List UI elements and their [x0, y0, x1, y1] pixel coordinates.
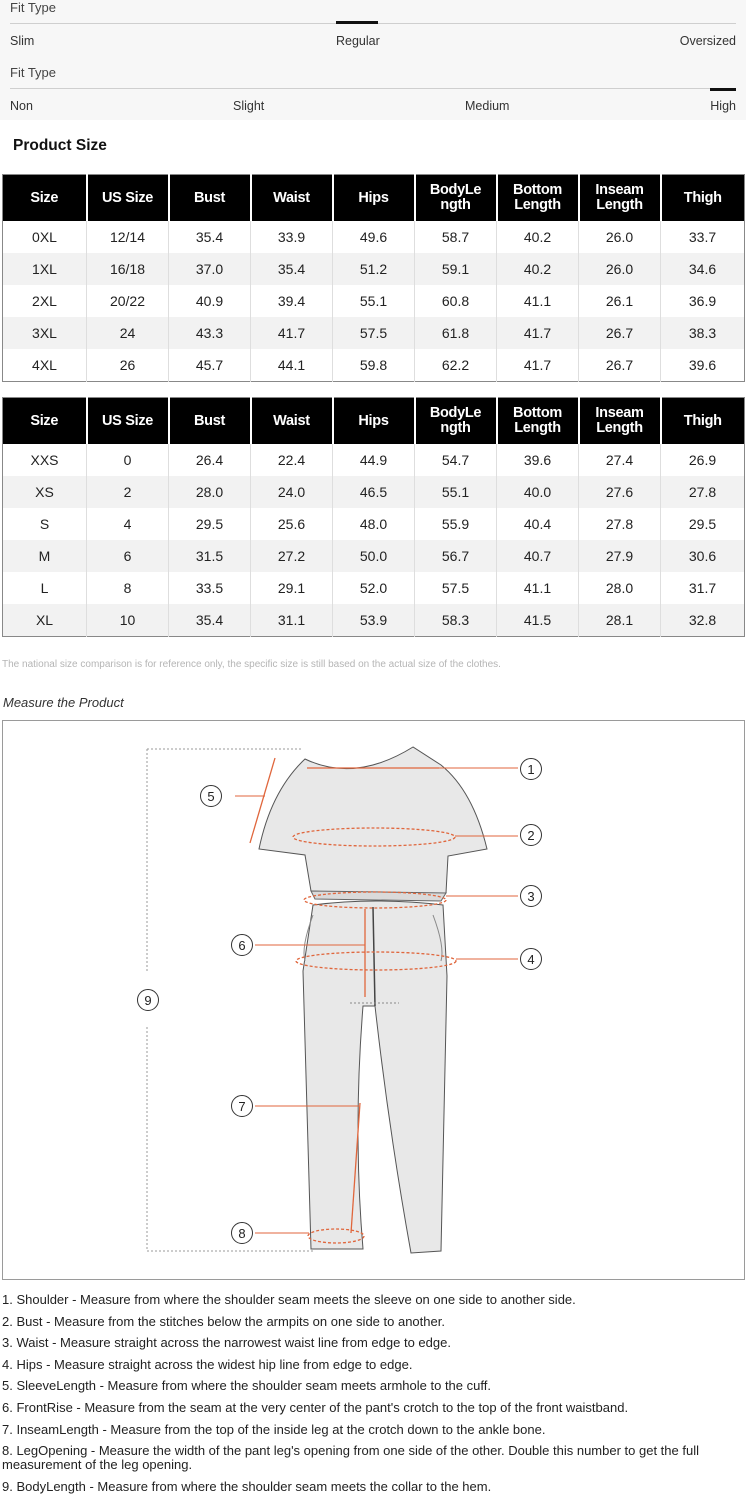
- cell-bust: 28.0: [169, 476, 251, 508]
- cell-inseam-length: 27.9: [579, 540, 661, 572]
- cell-size: 3XL: [3, 317, 87, 349]
- fit-scale-fit: [0, 0, 746, 56]
- cell-thigh: 29.5: [661, 508, 745, 540]
- marker-6-label: 6: [238, 938, 246, 953]
- cell-size: XL: [3, 604, 87, 637]
- jumpsuit-illustration: [3, 721, 744, 1279]
- cell-thigh: 27.8: [661, 476, 745, 508]
- fit-scale-selected-marker: [336, 21, 378, 24]
- instruction-leg-opening: 8. LegOpening - Measure the width of the pant leg's opening from one side of the other. Double this number to get the full measurement of the leg opening.: [2, 1443, 699, 1473]
- cell-waist: 27.2: [251, 540, 333, 572]
- marker-8-label: 8: [238, 1226, 246, 1241]
- cell-us-size: 10: [87, 604, 169, 637]
- cell-thigh: 38.3: [661, 317, 745, 349]
- cell-bottom-length: 39.6: [497, 444, 579, 476]
- cell-size: 2XL: [3, 285, 87, 317]
- fit-scale-title: Fit Type: [10, 65, 57, 80]
- cell-hips: 52.0: [333, 572, 415, 604]
- cell-thigh: 31.7: [661, 572, 745, 604]
- cell-waist: 35.4: [251, 253, 333, 285]
- cell-size: M: [3, 540, 87, 572]
- size-comparison-note: The national size comparison is for reference only, the specific size is still based on the actual size of the clothes.: [2, 659, 501, 670]
- cell-bust: 35.4: [169, 221, 251, 253]
- product-size-title: Product Size: [13, 137, 107, 154]
- cell-thigh: 26.9: [661, 444, 745, 476]
- cell-size: XS: [3, 476, 87, 508]
- header-size: Size: [3, 398, 87, 445]
- cell-size: 1XL: [3, 253, 87, 285]
- size-table-regular: [2, 397, 745, 637]
- fit-label-oversized: Oversized: [679, 34, 736, 48]
- header-inseam-length: Inseam Length: [579, 398, 661, 445]
- cell-bottom-length: 41.1: [497, 285, 579, 317]
- table-row: [3, 572, 745, 604]
- table-row: [3, 508, 745, 540]
- fit-scale-selected-marker: [710, 88, 736, 91]
- fit-scale-track: [10, 88, 736, 89]
- table-row: [3, 221, 745, 253]
- top-garment-shape: [259, 747, 487, 894]
- instruction-shoulder: 1. Shoulder - Measure from where the shoulder seam meets the sleeve on one side to another side.: [2, 1292, 576, 1307]
- table-row: [3, 476, 745, 508]
- header-waist: Waist: [251, 398, 333, 445]
- cell-hips: 48.0: [333, 508, 415, 540]
- cell-inseam-length: 28.1: [579, 604, 661, 637]
- measure-title: Measure the Product: [3, 695, 124, 710]
- cell-bust: 31.5: [169, 540, 251, 572]
- cell-bottom-length: 40.4: [497, 508, 579, 540]
- fit-label-high: High: [710, 99, 736, 113]
- marker-1-label: 1: [527, 762, 535, 777]
- cell-inseam-length: 26.7: [579, 349, 661, 382]
- cell-us-size: 16/18: [87, 253, 169, 285]
- cell-waist: 31.1: [251, 604, 333, 637]
- fit-label-slim: Slim: [10, 34, 35, 48]
- cell-bottom-length: 41.7: [497, 317, 579, 349]
- cell-us-size: 4: [87, 508, 169, 540]
- cell-us-size: 6: [87, 540, 169, 572]
- cell-bust: 43.3: [169, 317, 251, 349]
- pants-shape: [303, 901, 447, 1253]
- cell-inseam-length: 26.0: [579, 253, 661, 285]
- cell-waist: 25.6: [251, 508, 333, 540]
- cell-body-length: 55.9: [415, 508, 497, 540]
- instruction-hips: 4. Hips - Measure straight across the widest hip line from edge to edge.: [2, 1356, 413, 1372]
- cell-hips: 53.9: [333, 604, 415, 637]
- cell-body-length: 57.5: [415, 572, 497, 604]
- cell-hips: 55.1: [333, 285, 415, 317]
- cell-inseam-length: 26.7: [579, 317, 661, 349]
- cell-bottom-length: 41.7: [497, 349, 579, 382]
- cell-body-length: 58.3: [415, 604, 497, 637]
- cell-bottom-length: 40.2: [497, 221, 579, 253]
- cell-bust: 26.4: [169, 444, 251, 476]
- instruction-body-length: 9. BodyLength - Measure from where the shoulder seam meets the collar to the hem.: [2, 1478, 492, 1494]
- marker-4-label: 4: [527, 952, 535, 967]
- marker-1: [521, 759, 542, 780]
- size-table-plus: [2, 174, 745, 382]
- cell-us-size: 24: [87, 317, 169, 349]
- cell-bust: 33.5: [169, 572, 251, 604]
- cell-body-length: 60.8: [415, 285, 497, 317]
- header-bottom-length: Bottom Length: [497, 175, 579, 222]
- header-bust: Bust: [169, 175, 251, 222]
- header-us-size: US Size: [87, 175, 169, 222]
- cell-body-length: 54.7: [415, 444, 497, 476]
- cell-body-length: 62.2: [415, 349, 497, 382]
- cell-inseam-length: 27.8: [579, 508, 661, 540]
- cell-us-size: 2: [87, 476, 169, 508]
- cell-inseam-length: 28.0: [579, 572, 661, 604]
- cell-inseam-length: 26.1: [579, 285, 661, 317]
- cell-body-length: 55.1: [415, 476, 497, 508]
- header-inseam-length: Inseam Length: [579, 175, 661, 222]
- marker-7-label: 7: [238, 1099, 246, 1114]
- header-body-length: BodyLe ngth: [415, 175, 497, 222]
- cell-waist: 41.7: [251, 317, 333, 349]
- header-thigh: Thigh: [661, 175, 745, 222]
- marker-2-label: 2: [527, 828, 535, 843]
- instruction-bust: 2. Bust - Measure from the stitches below the armpits on one side to another.: [2, 1313, 445, 1329]
- cell-bust: 37.0: [169, 253, 251, 285]
- cell-size: S: [3, 508, 87, 540]
- fit-type-panel: [0, 0, 746, 120]
- header-hips: Hips: [333, 398, 415, 445]
- cell-waist: 39.4: [251, 285, 333, 317]
- marker-6: [232, 935, 253, 956]
- instruction-front-rise: 6. FrontRise - Measure from the seam at the very center of the pant's crotch to the top of the front waistband.: [2, 1399, 629, 1415]
- fit-scale-stretch: [0, 64, 746, 120]
- fit-label-slight: Slight: [233, 99, 265, 113]
- header-thigh: Thigh: [661, 398, 745, 445]
- header-body-length: BodyLe ngth: [415, 398, 497, 445]
- cell-bottom-length: 40.2: [497, 253, 579, 285]
- cell-bust: 40.9: [169, 285, 251, 317]
- cell-thigh: 32.8: [661, 604, 745, 637]
- marker-4: [521, 949, 542, 970]
- cell-waist: 24.0: [251, 476, 333, 508]
- cell-inseam-length: 27.6: [579, 476, 661, 508]
- cell-bottom-length: 41.1: [497, 572, 579, 604]
- cell-bust: 29.5: [169, 508, 251, 540]
- header-waist: Waist: [251, 175, 333, 222]
- cell-bottom-length: 40.7: [497, 540, 579, 572]
- header-bottom-length: Bottom Length: [497, 398, 579, 445]
- cell-hips: 44.9: [333, 444, 415, 476]
- header-bust: Bust: [169, 398, 251, 445]
- cell-hips: 50.0: [333, 540, 415, 572]
- cell-hips: 51.2: [333, 253, 415, 285]
- cell-size: 4XL: [3, 349, 87, 382]
- cell-hips: 46.5: [333, 476, 415, 508]
- marker-5: [201, 786, 222, 807]
- cell-thigh: 34.6: [661, 253, 745, 285]
- cell-inseam-length: 27.4: [579, 444, 661, 476]
- header-us-size: US Size: [87, 398, 169, 445]
- cell-hips: 59.8: [333, 349, 415, 382]
- cell-waist: 29.1: [251, 572, 333, 604]
- cell-us-size: 12/14: [87, 221, 169, 253]
- marker-9-label: 9: [144, 993, 152, 1008]
- table-row: [3, 349, 745, 382]
- cell-bottom-length: 40.0: [497, 476, 579, 508]
- marker-3-label: 3: [527, 889, 535, 904]
- fit-label-medium: Medium: [465, 99, 510, 113]
- table-header-row: [3, 398, 745, 445]
- cell-bust: 35.4: [169, 604, 251, 637]
- cell-us-size: 20/22: [87, 285, 169, 317]
- header-hips: Hips: [333, 175, 415, 222]
- cell-thigh: 39.6: [661, 349, 745, 382]
- cell-us-size: 0: [87, 444, 169, 476]
- table-row: [3, 604, 745, 637]
- table-header-row: [3, 175, 745, 222]
- measurement-instructions: [2, 1293, 744, 1501]
- cell-body-length: 58.7: [415, 221, 497, 253]
- cell-body-length: 59.1: [415, 253, 497, 285]
- cell-size: L: [3, 572, 87, 604]
- cell-waist: 33.9: [251, 221, 333, 253]
- measurement-diagram: [2, 720, 745, 1280]
- table-row: [3, 317, 745, 349]
- cell-waist: 44.1: [251, 349, 333, 382]
- fit-label-regular: Regular: [336, 34, 380, 48]
- cell-us-size: 8: [87, 572, 169, 604]
- cell-hips: 49.6: [333, 221, 415, 253]
- cell-bust: 45.7: [169, 349, 251, 382]
- cell-thigh: 33.7: [661, 221, 745, 253]
- table-row: [3, 285, 745, 317]
- marker-9: [138, 990, 159, 1011]
- table-row: [3, 444, 745, 476]
- marker-2: [521, 825, 542, 846]
- marker-5-label: 5: [207, 789, 215, 804]
- cell-inseam-length: 26.0: [579, 221, 661, 253]
- marker-8: [232, 1223, 253, 1244]
- table-row: [3, 253, 745, 285]
- cell-thigh: 36.9: [661, 285, 745, 317]
- cell-thigh: 30.6: [661, 540, 745, 572]
- instruction-sleeve-length: 5. SleeveLength - Measure from where the shoulder seam meets armhole to the cuff.: [2, 1378, 491, 1394]
- cell-size: XXS: [3, 444, 87, 476]
- instruction-waist: 3. Waist - Measure straight across the narrowest waist line from edge to edge.: [2, 1335, 451, 1351]
- cell-hips: 57.5: [333, 317, 415, 349]
- cell-size: 0XL: [3, 221, 87, 253]
- cell-waist: 22.4: [251, 444, 333, 476]
- cell-body-length: 56.7: [415, 540, 497, 572]
- marker-3: [521, 886, 542, 907]
- table-row: [3, 540, 745, 572]
- fit-scale-title: Fit Type: [10, 0, 57, 15]
- cell-bottom-length: 41.5: [497, 604, 579, 637]
- fit-label-non: Non: [10, 99, 33, 113]
- cell-body-length: 61.8: [415, 317, 497, 349]
- marker-7: [232, 1096, 253, 1117]
- header-size: Size: [3, 175, 87, 222]
- instruction-inseam-length: 7. InseamLength - Measure from the top of the inside leg at the crotch down to the ankle bone.: [2, 1421, 546, 1437]
- cell-us-size: 26: [87, 349, 169, 382]
